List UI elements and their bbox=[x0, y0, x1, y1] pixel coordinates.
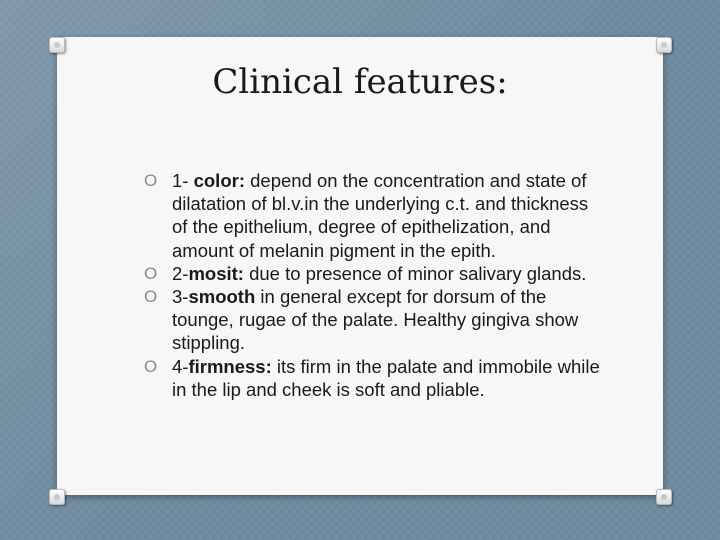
bullet-item-firmness bbox=[144, 355, 604, 401]
bullet-text: depend on the concentration and state of dilatation of bl.v.in the underlying c.t. and thickness of the epithelium, degree of epithelization, and amount of melanin pigment in the epith. bbox=[172, 170, 589, 261]
bullet-number: 4- bbox=[172, 355, 189, 377]
bullet-text: due to presence of minor salivary glands. bbox=[243, 262, 587, 284]
bullet-item-smooth bbox=[144, 285, 604, 355]
bullet-term: color: bbox=[193, 170, 245, 191]
bullet-number: 3- bbox=[172, 286, 189, 308]
pushpin-icon-top-left bbox=[49, 37, 65, 53]
pushpin-icon-top-right bbox=[656, 37, 672, 53]
bullet-number: 1- bbox=[172, 170, 194, 191]
bullet-marker-icon: O bbox=[144, 287, 158, 307]
pushpin-icon-bottom-left bbox=[49, 489, 65, 505]
pushpin-icon-bottom-right bbox=[656, 489, 672, 505]
bullet-term: smooth bbox=[188, 286, 256, 308]
slide-title: Clinical features: bbox=[212, 62, 508, 102]
bullet-text: in general except for dorsum of the tounge, rugae of the palate. Healthy gingiva show stippling. bbox=[172, 286, 579, 354]
bullet-item-moist bbox=[144, 262, 604, 285]
bullet-item-color bbox=[144, 169, 604, 262]
bullet-marker-icon: O bbox=[144, 171, 158, 190]
bullet-number: 2- bbox=[172, 262, 189, 284]
bullet-term: firmness: bbox=[188, 355, 272, 377]
bullet-marker-icon: O bbox=[144, 356, 158, 376]
bullet-marker-icon: O bbox=[144, 263, 158, 283]
bullet-text: its firm in the palate and immobile while in the lip and cheek is soft and pliable. bbox=[172, 355, 600, 400]
bullet-list bbox=[144, 169, 604, 401]
bullet-term: mosit: bbox=[188, 262, 244, 284]
